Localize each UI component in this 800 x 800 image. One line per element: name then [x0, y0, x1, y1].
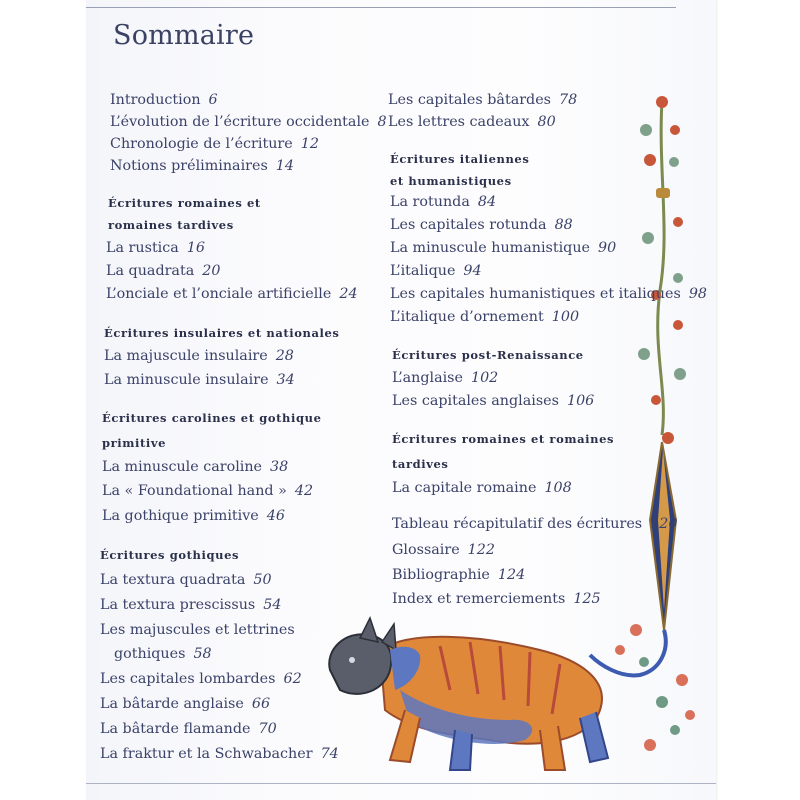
- toc-entry: La capitale romaine 108: [392, 480, 572, 496]
- toc-entry: Index et remerciements 125: [392, 591, 601, 607]
- toc-entry: La bâtarde flamande 70: [100, 721, 277, 737]
- toc-entry: Introduction 6: [110, 92, 218, 108]
- dragon-beast-icon: [329, 618, 608, 770]
- section-heading: Écritures carolines et gothique: [102, 411, 322, 425]
- toc-entry: L’italique d’ornement 100: [390, 309, 580, 325]
- toc-entry: gothiques 58: [114, 646, 212, 662]
- section-heading: romaines tardives: [108, 218, 234, 232]
- toc-entry: La rotunda 84: [390, 194, 497, 210]
- toc-entry: Les capitales anglaises 106: [392, 393, 595, 409]
- toc-entry: Les majuscules et lettrines: [100, 622, 295, 638]
- toc-entry: Glossaire 122: [392, 542, 495, 558]
- section-heading: primitive: [102, 436, 167, 450]
- section-heading: Écritures insulaires et nationales: [104, 326, 340, 340]
- toc-entry: La bâtarde anglaise 66: [100, 696, 271, 712]
- top-rule: [86, 7, 676, 8]
- toc-entry: Bibliographie 124: [392, 567, 526, 583]
- section-heading: Écritures post-Renaissance: [392, 348, 584, 362]
- toc-entry: Notions préliminaires 14: [110, 158, 294, 174]
- toc-entry: Les capitales humanistiques et italiques 98: [390, 286, 708, 302]
- toc-entry: La fraktur et la Schwabacher 74: [100, 746, 339, 762]
- section-heading: Écritures romaines et: [108, 196, 261, 210]
- page-title: Sommaire: [113, 20, 255, 51]
- toc-entry: Les lettres cadeaux 80: [388, 114, 556, 130]
- toc-entry: La « Foundational hand » 42: [102, 483, 314, 499]
- toc-entry: L’italique 94: [390, 263, 482, 279]
- toc-entry: Les capitales lombardes 62: [100, 671, 302, 687]
- toc-entry: Les capitales rotunda 88: [390, 217, 573, 233]
- toc-entry: La quadrata 20: [106, 263, 221, 279]
- toc-entry: La minuscule humanistique 90: [390, 240, 617, 256]
- toc-entry: La rustica 16: [106, 240, 205, 256]
- toc-entry: Tableau récapitulatif des écritures 120: [392, 516, 678, 532]
- toc-entry: L’évolution de l’écriture occidentale 8: [110, 114, 387, 130]
- toc-entry: La majuscule insulaire 28: [104, 348, 294, 364]
- toc-entry: L’anglaise 102: [392, 370, 499, 386]
- toc-entry: La gothique primitive 46: [102, 508, 285, 524]
- section-heading: Écritures romaines et romaines: [392, 432, 615, 446]
- section-heading: et humanistiques: [390, 174, 512, 188]
- toc-entry: La minuscule caroline 38: [102, 459, 289, 475]
- toc-entry: L’onciale et l’onciale artificielle 24: [106, 286, 358, 302]
- toc-entry: La textura quadrata 50: [100, 572, 272, 588]
- section-heading: Écritures italiennes: [390, 152, 530, 166]
- section-heading: tardives: [392, 457, 449, 471]
- toc-entry: Chronologie de l’écriture 12: [110, 136, 319, 152]
- toc-entry: La textura prescissus 54: [100, 597, 282, 613]
- toc-entry: Les capitales bâtardes 78: [388, 92, 578, 108]
- toc-entry: La minuscule insulaire 34: [104, 372, 295, 388]
- section-heading: Écritures gothiques: [100, 548, 240, 562]
